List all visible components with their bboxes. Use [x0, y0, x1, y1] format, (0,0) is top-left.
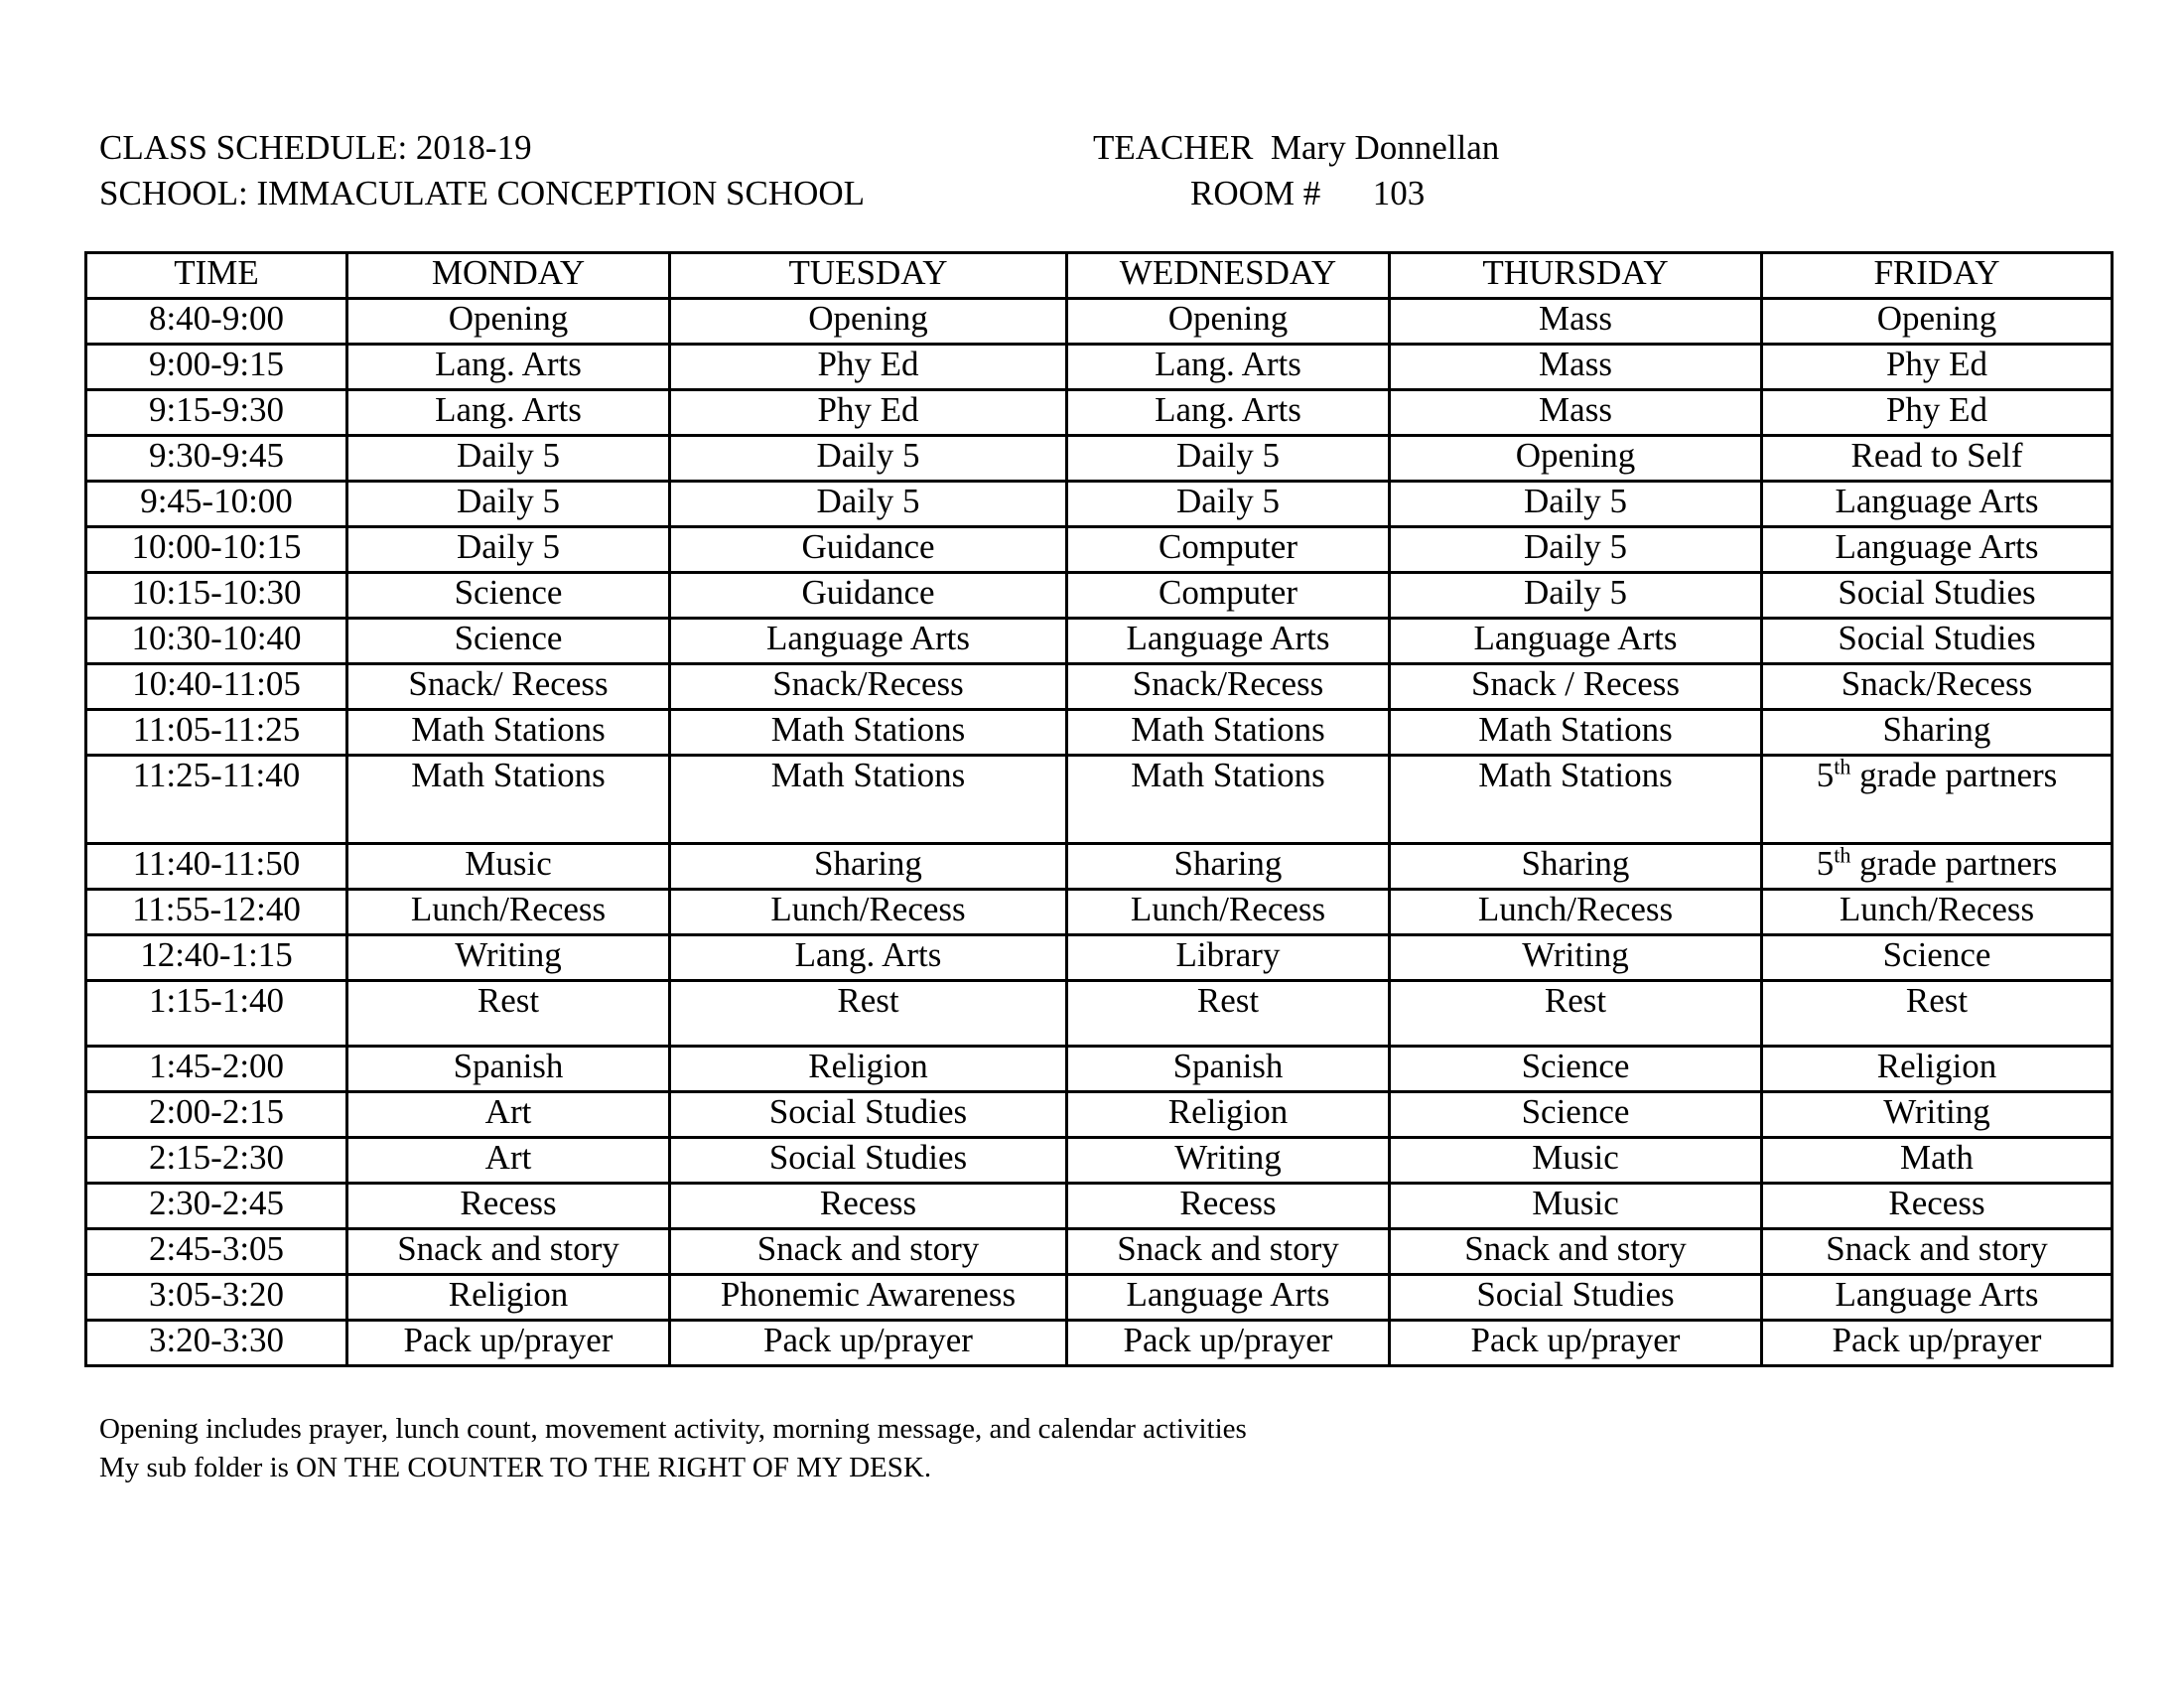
table-row — [86, 935, 2113, 981]
table-row — [86, 573, 2113, 619]
ordinal-suffix: th — [1834, 843, 1851, 868]
cell-wednesday: Language Arts — [1067, 1275, 1390, 1321]
cell-monday: Snack/ Recess — [347, 664, 670, 710]
cell-monday: Opening — [347, 299, 670, 345]
cell-tuesday: Opening — [670, 299, 1067, 345]
table-row — [86, 345, 2113, 390]
cell-thursday: Daily 5 — [1390, 527, 1762, 573]
cell-wednesday: Daily 5 — [1067, 482, 1390, 527]
cell-time: 11:40-11:50 — [86, 844, 347, 890]
cell-wednesday: Computer — [1067, 527, 1390, 573]
cell-thursday: Snack / Recess — [1390, 664, 1762, 710]
cell-monday: Math Stations — [347, 756, 670, 844]
schedule-body — [86, 299, 2113, 1366]
cell-text: grade partners — [1859, 844, 2058, 883]
cell-time: 9:30-9:45 — [86, 436, 347, 482]
cell-thursday: Lunch/Recess — [1390, 890, 1762, 935]
cell-monday: Music — [347, 844, 670, 890]
cell-wednesday: Pack up/prayer — [1067, 1321, 1390, 1366]
cell-thursday: Math Stations — [1390, 710, 1762, 756]
cell-tuesday: Phy Ed — [670, 390, 1067, 436]
cell-monday: Lang. Arts — [347, 345, 670, 390]
table-row — [86, 890, 2113, 935]
cell-thursday: Science — [1390, 1047, 1762, 1092]
cell-friday: Social Studies — [1762, 619, 2113, 664]
cell-monday: Daily 5 — [347, 436, 670, 482]
table-row — [86, 710, 2113, 756]
cell-monday: Science — [347, 619, 670, 664]
cell-time: 8:40-9:00 — [86, 299, 347, 345]
cell-friday: Writing — [1762, 1092, 2113, 1138]
cell-wednesday: Writing — [1067, 1138, 1390, 1184]
room-number: ROOM # 103 — [1190, 174, 1426, 212]
table-row — [86, 664, 2113, 710]
cell-text: grade partners — [1859, 756, 2058, 794]
cell-wednesday: Snack/Recess — [1067, 664, 1390, 710]
cell-time: 10:00-10:15 — [86, 527, 347, 573]
cell-tuesday: Phy Ed — [670, 345, 1067, 390]
school-name: SCHOOL: IMMACULATE CONCEPTION SCHOOL — [99, 174, 866, 212]
header-thursday: THURSDAY — [1390, 253, 1762, 299]
cell-friday: Snack/Recess — [1762, 664, 2113, 710]
cell-tuesday: Rest — [670, 981, 1067, 1047]
cell-friday: Recess — [1762, 1184, 2113, 1229]
header-tuesday: TUESDAY — [670, 253, 1067, 299]
table-row — [86, 299, 2113, 345]
cell-thursday: Pack up/prayer — [1390, 1321, 1762, 1366]
schedule-table — [84, 251, 2114, 1367]
cell-thursday: Rest — [1390, 981, 1762, 1047]
cell-monday: Math Stations — [347, 710, 670, 756]
cell-tuesday: Guidance — [670, 573, 1067, 619]
table-row — [86, 844, 2113, 890]
cell-monday: Lunch/Recess — [347, 890, 670, 935]
cell-friday: Religion — [1762, 1047, 2113, 1092]
cell-tuesday: Language Arts — [670, 619, 1067, 664]
cell-thursday: Social Studies — [1390, 1275, 1762, 1321]
cell-wednesday: Sharing — [1067, 844, 1390, 890]
cell-tuesday: Religion — [670, 1047, 1067, 1092]
cell-monday: Snack and story — [347, 1229, 670, 1275]
cell-time: 2:45-3:05 — [86, 1229, 347, 1275]
cell-monday: Religion — [347, 1275, 670, 1321]
sub-folder-note: My sub folder is ON THE COUNTER TO THE RIGHT OF MY DESK. — [99, 1452, 932, 1483]
cell-thursday: Daily 5 — [1390, 573, 1762, 619]
cell-thursday: Mass — [1390, 390, 1762, 436]
cell-tuesday: Lang. Arts — [670, 935, 1067, 981]
cell-tuesday: Daily 5 — [670, 436, 1067, 482]
cell-tuesday: Recess — [670, 1184, 1067, 1229]
cell-time: 2:15-2:30 — [86, 1138, 347, 1184]
cell-friday: Social Studies — [1762, 573, 2113, 619]
cell-tuesday: Snack/Recess — [670, 664, 1067, 710]
table-row — [86, 482, 2113, 527]
cell-wednesday: Lang. Arts — [1067, 390, 1390, 436]
cell-friday: Math — [1762, 1138, 2113, 1184]
cell-friday — [1762, 844, 2113, 890]
cell-friday: Snack and story — [1762, 1229, 2113, 1275]
header-wednesday: WEDNESDAY — [1067, 253, 1390, 299]
cell-wednesday: Snack and story — [1067, 1229, 1390, 1275]
cell-monday: Rest — [347, 981, 670, 1047]
cell-friday: Language Arts — [1762, 1275, 2113, 1321]
cell-monday: Art — [347, 1092, 670, 1138]
cell-friday: Phy Ed — [1762, 345, 2113, 390]
cell-tuesday: Guidance — [670, 527, 1067, 573]
cell-thursday: Opening — [1390, 436, 1762, 482]
cell-wednesday: Math Stations — [1067, 756, 1390, 844]
table-row — [86, 1321, 2113, 1366]
cell-thursday: Snack and story — [1390, 1229, 1762, 1275]
teacher-name: TEACHER Mary Donnellan — [1093, 128, 1500, 167]
ordinal-number: 5 — [1816, 844, 1835, 883]
table-row — [86, 1092, 2113, 1138]
table-row — [86, 1229, 2113, 1275]
cell-thursday: Mass — [1390, 299, 1762, 345]
cell-wednesday: Language Arts — [1067, 619, 1390, 664]
cell-time: 10:30-10:40 — [86, 619, 347, 664]
cell-thursday: Science — [1390, 1092, 1762, 1138]
cell-tuesday: Math Stations — [670, 710, 1067, 756]
cell-wednesday: Spanish — [1067, 1047, 1390, 1092]
cell-time: 3:20-3:30 — [86, 1321, 347, 1366]
cell-friday: Opening — [1762, 299, 2113, 345]
cell-tuesday: Social Studies — [670, 1092, 1067, 1138]
cell-friday: Read to Self — [1762, 436, 2113, 482]
table-row — [86, 436, 2113, 482]
cell-wednesday: Rest — [1067, 981, 1390, 1047]
schedule-title: CLASS SCHEDULE: 2018-19 — [99, 128, 532, 167]
table-row — [86, 1184, 2113, 1229]
cell-time: 9:00-9:15 — [86, 345, 347, 390]
cell-wednesday: Lang. Arts — [1067, 345, 1390, 390]
cell-time: 11:05-11:25 — [86, 710, 347, 756]
table-row — [86, 981, 2113, 1047]
cell-friday: Lunch/Recess — [1762, 890, 2113, 935]
cell-friday: Language Arts — [1762, 527, 2113, 573]
ordinal-number: 5 — [1816, 756, 1835, 794]
table-row — [86, 1047, 2113, 1092]
table-row — [86, 390, 2113, 436]
cell-monday: Science — [347, 573, 670, 619]
cell-wednesday: Opening — [1067, 299, 1390, 345]
cell-time: 1:45-2:00 — [86, 1047, 347, 1092]
cell-time: 2:00-2:15 — [86, 1092, 347, 1138]
cell-time: 9:15-9:30 — [86, 390, 347, 436]
cell-thursday: Music — [1390, 1138, 1762, 1184]
cell-time: 2:30-2:45 — [86, 1184, 347, 1229]
opening-note: Opening includes prayer, lunch count, movement activity, morning message, and calendar activities — [99, 1413, 1247, 1445]
cell-time: 3:05-3:20 — [86, 1275, 347, 1321]
cell-time: 12:40-1:15 — [86, 935, 347, 981]
cell-monday: Daily 5 — [347, 527, 670, 573]
cell-friday: Sharing — [1762, 710, 2113, 756]
cell-thursday: Mass — [1390, 345, 1762, 390]
cell-thursday: Language Arts — [1390, 619, 1762, 664]
cell-friday: Rest — [1762, 981, 2113, 1047]
cell-wednesday: Religion — [1067, 1092, 1390, 1138]
cell-friday: Science — [1762, 935, 2113, 981]
cell-monday: Spanish — [347, 1047, 670, 1092]
cell-tuesday: Social Studies — [670, 1138, 1067, 1184]
header-friday: FRIDAY — [1762, 253, 2113, 299]
cell-tuesday: Daily 5 — [670, 482, 1067, 527]
cell-tuesday: Lunch/Recess — [670, 890, 1067, 935]
schedule-header — [86, 253, 2113, 299]
ordinal-suffix: th — [1834, 755, 1851, 779]
cell-time: 11:25-11:40 — [86, 756, 347, 844]
cell-friday: Pack up/prayer — [1762, 1321, 2113, 1366]
cell-thursday: Sharing — [1390, 844, 1762, 890]
header-monday: MONDAY — [347, 253, 670, 299]
cell-monday: Daily 5 — [347, 482, 670, 527]
table-row — [86, 527, 2113, 573]
cell-thursday: Math Stations — [1390, 756, 1762, 844]
cell-tuesday: Math Stations — [670, 756, 1067, 844]
cell-thursday: Writing — [1390, 935, 1762, 981]
cell-tuesday: Snack and story — [670, 1229, 1067, 1275]
cell-monday: Art — [347, 1138, 670, 1184]
cell-time: 10:40-11:05 — [86, 664, 347, 710]
cell-tuesday: Phonemic Awareness — [670, 1275, 1067, 1321]
cell-thursday: Daily 5 — [1390, 482, 1762, 527]
table-row — [86, 619, 2113, 664]
cell-friday — [1762, 756, 2113, 844]
header-row — [86, 253, 2113, 299]
cell-monday: Lang. Arts — [347, 390, 670, 436]
table-row — [86, 1138, 2113, 1184]
cell-tuesday: Pack up/prayer — [670, 1321, 1067, 1366]
cell-monday: Pack up/prayer — [347, 1321, 670, 1366]
cell-friday: Phy Ed — [1762, 390, 2113, 436]
cell-time: 11:55-12:40 — [86, 890, 347, 935]
cell-wednesday: Math Stations — [1067, 710, 1390, 756]
header-time: TIME — [86, 253, 347, 299]
cell-wednesday: Recess — [1067, 1184, 1390, 1229]
cell-monday: Writing — [347, 935, 670, 981]
cell-monday: Recess — [347, 1184, 670, 1229]
cell-tuesday: Sharing — [670, 844, 1067, 890]
cell-wednesday: Computer — [1067, 573, 1390, 619]
table-row — [86, 1275, 2113, 1321]
cell-friday: Language Arts — [1762, 482, 2113, 527]
table-row — [86, 756, 2113, 844]
cell-thursday: Music — [1390, 1184, 1762, 1229]
cell-time: 1:15-1:40 — [86, 981, 347, 1047]
cell-wednesday: Library — [1067, 935, 1390, 981]
cell-wednesday: Daily 5 — [1067, 436, 1390, 482]
cell-wednesday: Lunch/Recess — [1067, 890, 1390, 935]
cell-time: 9:45-10:00 — [86, 482, 347, 527]
cell-time: 10:15-10:30 — [86, 573, 347, 619]
